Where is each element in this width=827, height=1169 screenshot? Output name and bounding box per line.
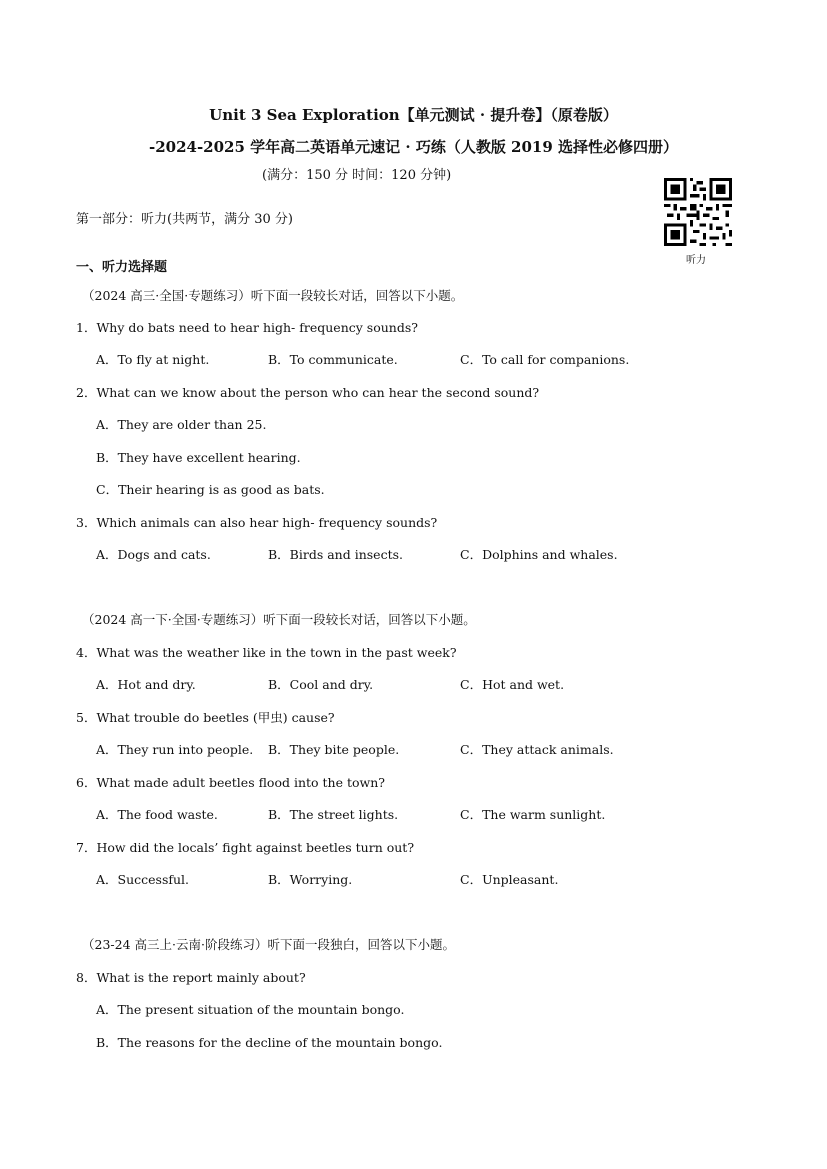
option-a: A．The present situation of the mountain bongo.: [96, 1002, 405, 1017]
question-source: （23-24 高三上·云南·阶段练习）听下面一段独白，回答以下小题。: [82, 937, 455, 952]
qr-caption: 听力: [686, 255, 706, 266]
question-source: （2024 高三·全国·专题练习）听下面一段较长对话，回答以下小题。: [82, 288, 464, 303]
option-a: A．Dogs and cats.: [96, 547, 211, 562]
section-heading: 一、听力选择题: [76, 260, 168, 275]
qr-code-icon: [664, 178, 732, 246]
option-b: B．Cool and dry.: [268, 677, 374, 692]
option-b: B．They have excellent hearing.: [96, 450, 301, 465]
option-c: C．Their hearing is as good as bats.: [96, 482, 325, 497]
question-text: 1．Why do bats need to hear high- frequency sounds?: [76, 320, 418, 335]
option-c: C．The warm sunlight.: [460, 807, 606, 822]
option-a: A．They run into people.: [96, 742, 254, 757]
option-a: A．They are older than 25.: [96, 417, 267, 432]
option-b: B．The reasons for the decline of the mountain bongo.: [96, 1035, 443, 1050]
option-c: C．Unpleasant.: [460, 872, 559, 887]
option-b: B．Worrying.: [268, 872, 353, 887]
option-a: A．To fly at night.: [96, 352, 210, 367]
option-a: A．Successful.: [96, 872, 190, 887]
option-b: B．The street lights.: [268, 807, 399, 822]
question-text: 8．What is the report mainly about?: [76, 970, 306, 985]
option-b: B．Birds and insects.: [268, 547, 403, 562]
option-c: C．Hot and wet.: [460, 677, 565, 692]
question-text: 7．How did the locals’ fight against beetles turn out?: [76, 840, 415, 855]
question-text: 6．What made adult beetles flood into the town?: [76, 775, 385, 790]
question-text: 5．What trouble do beetles (甲虫) cause?: [76, 710, 335, 725]
option-c: C．They attack animals.: [460, 742, 614, 757]
option-b: B．To communicate.: [268, 352, 398, 367]
question-text: 3．Which animals can also hear high- frequency sounds?: [76, 515, 438, 530]
question-text: 2．What can we know about the person who can hear the second sound?: [76, 385, 540, 400]
option-a: A．The food waste.: [96, 807, 218, 822]
part-heading: 第一部分：听力(共两节，满分 30 分): [76, 212, 293, 227]
exam-meta: (满分：150 分 时间：120 分钟): [262, 168, 452, 183]
option-c: C．Dolphins and whales.: [460, 547, 618, 562]
question-source: （2024 高一下·全国·专题练习）听下面一段较长对话，回答以下小题。: [82, 612, 476, 627]
option-b: B．They bite people.: [268, 742, 400, 757]
option-c: C．To call for companions.: [460, 352, 630, 367]
option-a: A．Hot and dry.: [96, 677, 196, 692]
question-text: 4．What was the weather like in the town in the past week?: [76, 645, 457, 660]
document-subtitle: -2024-2025 学年高二英语单元速记 · 巧练（人教版 2019 选择性必修四册）: [148, 138, 679, 156]
document-title: Unit 3 Sea Exploration【单元测试 · 提升卷】（原卷版）: [209, 106, 618, 124]
